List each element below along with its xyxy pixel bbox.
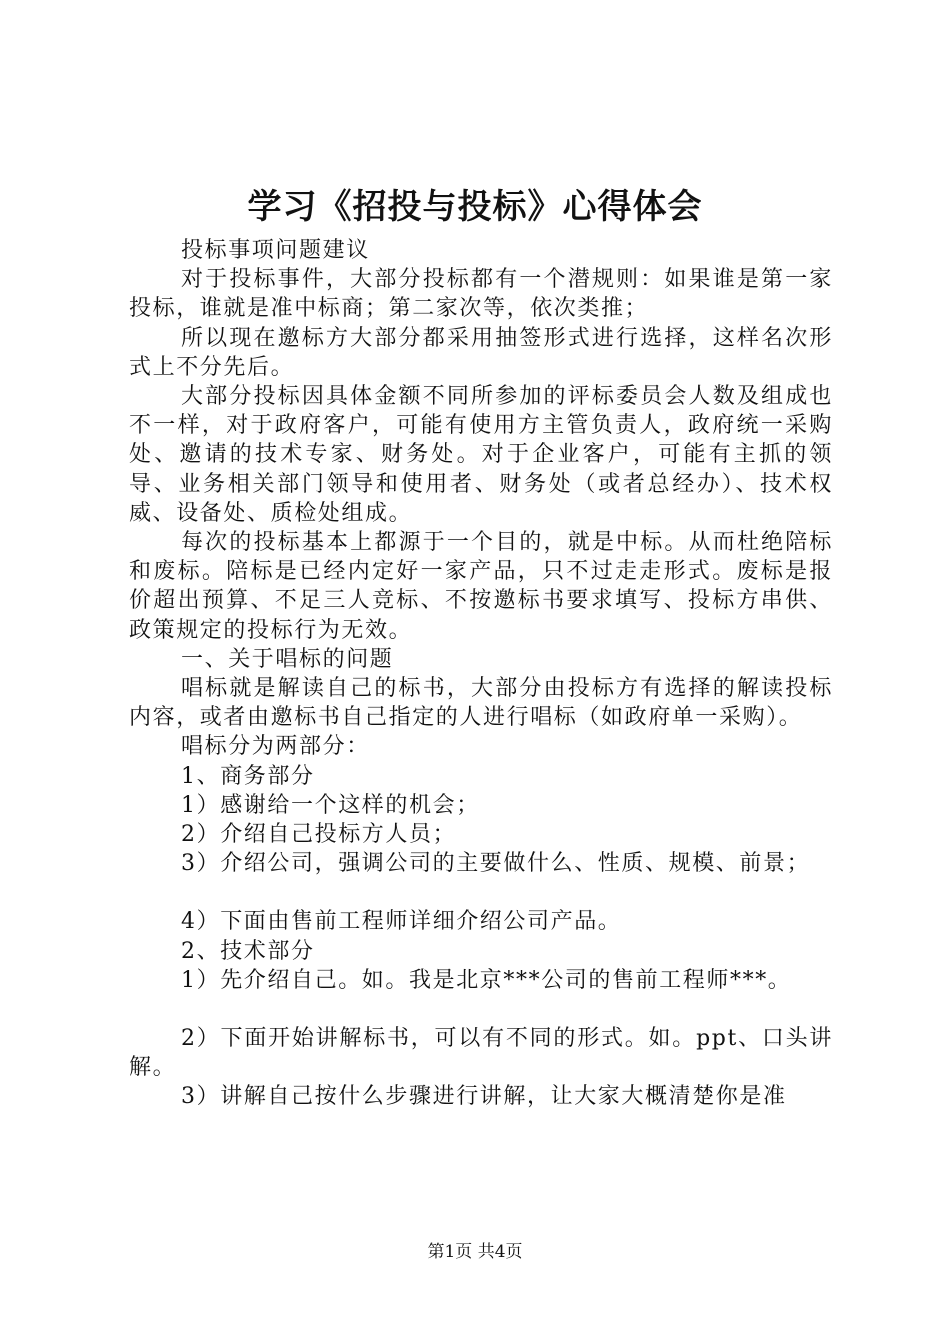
paragraph: 唱标就是解读自己的标书，大部分由投标方有选择的解读投标内容，或者由邀标书自己指定的人进行唱标（如政府单一采购）。 <box>129 676 833 731</box>
paragraph: 投标事项问题建议 <box>181 238 370 263</box>
paragraph: 大部分投标因具体金额不同所参加的评标委员会人数及组成也不一样，对于政府客户，可能有使用方主管负责人，政府统一采购处、邀请的技术专家、财务处。对于企业客户，可能有主抓的领导、业务相关部门领导和使用者、财务处（或者总经办）、技术权威、设备处、质检处组成。 <box>129 384 833 526</box>
paragraph: 唱标分为两部分： <box>181 734 370 760</box>
list-item: 4）下面由售前工程师详细介绍公司产品。 <box>181 909 622 935</box>
paragraph: 所以现在邀标方大部分都采用抽签形式进行选择，这样名次形式上不分先后。 <box>129 325 833 380</box>
list-item: 1）先介绍自己。如。我是北京***公司的售前工程师***。 <box>181 967 792 993</box>
list-heading: 1、商务部分 <box>181 763 315 789</box>
blank-line <box>129 878 833 907</box>
document-body <box>129 236 833 1112</box>
list-item: 2）下面开始讲解标书，可以有不同的形式。如。ppt、口头讲解。 <box>129 1026 833 1081</box>
list-item: 2）介绍自己投标方人员； <box>181 822 457 848</box>
list-item: 1）感谢给一个这样的机会； <box>181 792 480 818</box>
section-heading: 一、关于唱标的问题 <box>181 646 394 672</box>
document-title: 学习《招投与投标》心得体会 <box>247 187 703 227</box>
paragraph: 每次的投标基本上都源于一个目的，就是中标。从而杜绝陪标和废标。陪标是已经内定好一家产品，只不过走走形式。废标是报价超出预算、不足三人竞标、不按邀标书要求填写、投标方串供、政策规定的投标行为无效。 <box>129 530 833 643</box>
list-item: 3）介绍公司，强调公司的主要做什么、性质、规模、前景； <box>181 851 811 877</box>
list-heading: 2、技术部分 <box>181 938 315 964</box>
paragraph: 对于投标事件，大部分投标都有一个潜规则：如果谁是第一家投标，谁就是准中标商；第二家次等，依次类推； <box>129 267 833 322</box>
page-footer: 第1页 共4页 <box>427 1242 523 1262</box>
blank-line <box>129 995 833 1024</box>
list-item: 3）讲解自己按什么步骤进行讲解，让大家大概清楚你是准 <box>181 1084 787 1110</box>
